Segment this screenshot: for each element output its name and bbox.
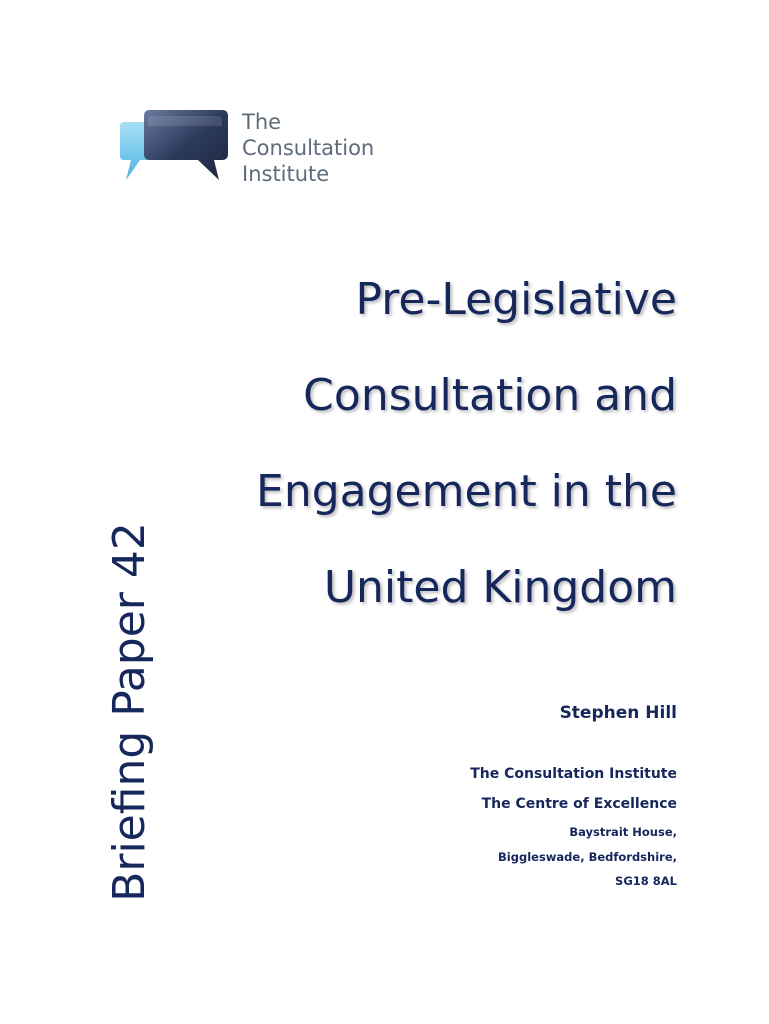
address-line-1: Baystrait House,: [569, 825, 677, 839]
logo-text: [242, 109, 374, 187]
logo-line-2: Consultation: [242, 136, 375, 160]
organisation-subtitle: The Centre of Excellence: [481, 796, 677, 812]
title-line-3: Engagement in the: [256, 466, 677, 517]
logo-line-3: Institute: [242, 162, 330, 186]
series-label: Briefing Paper 42: [104, 522, 155, 902]
logo-line-1: The: [242, 110, 282, 134]
document-title: [117, 252, 677, 636]
address-line-3: SG18 8AL: [615, 874, 677, 888]
address-line-2: Biggleswade, Bedfordshire,: [498, 850, 677, 864]
logo: [118, 106, 398, 196]
organisation-name: The Consultation Institute: [470, 766, 677, 782]
author-name: Stephen Hill: [559, 703, 677, 723]
speech-bubbles-icon: [118, 106, 230, 186]
title-line-1: Pre-Legislative: [355, 274, 677, 325]
title-line-2: Consultation and: [303, 370, 677, 421]
title-line-4: United Kingdom: [323, 562, 677, 613]
